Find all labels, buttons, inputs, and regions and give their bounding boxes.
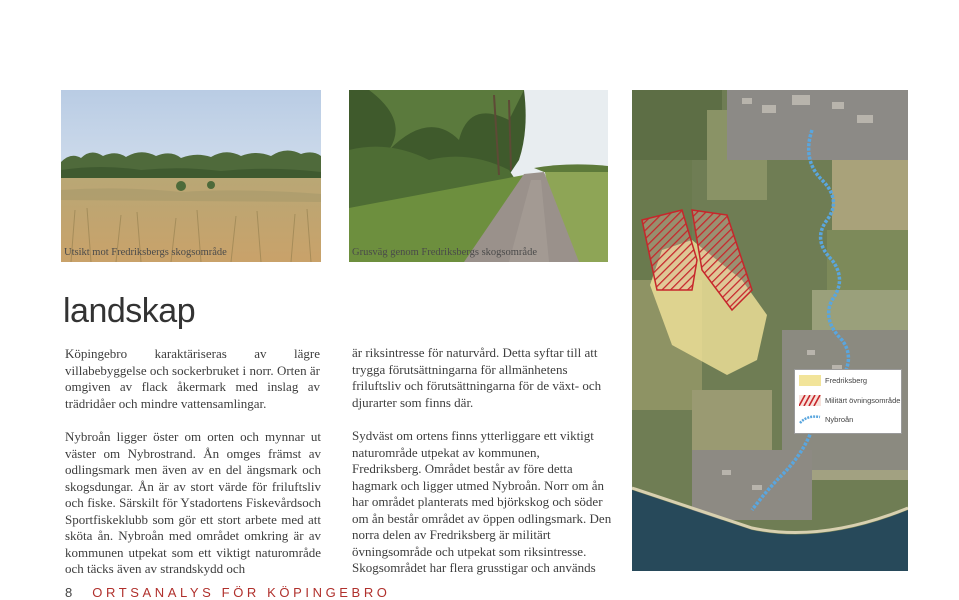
meadow-image <box>61 90 321 262</box>
photo-gravel-road <box>349 90 608 262</box>
paragraph-2: Nybroån ligger öster om orten och mynnar ut väster om Nybrostrand. Ån omges främst av odlingsmark men även av en del ängsmark och skogsdungar. Ån är av stort värde för friluftsliv och fiske. Särskilt för Ystadortens Fiskevårdsoch Sportfiskeklubb som gör ett stort arbete med att sköta ån. Nybroån med området omkring är av kommunen utpekat som ett viktigt naturområde och täcks även av strandskydd och <box>65 429 321 576</box>
military-hatch-swatch <box>799 395 821 406</box>
legend-item-military: Militärt övningsområde <box>799 394 899 408</box>
legend-item-nybroan: Nybroån <box>799 413 899 427</box>
section-heading: landskap <box>63 292 196 330</box>
page-number: 8 <box>65 585 73 600</box>
footer-title: ORTSANALYS FÖR KÖPINGEBRO <box>92 585 391 600</box>
map-legend <box>794 369 902 434</box>
photo-meadow <box>61 90 321 262</box>
aerial-map <box>632 90 908 571</box>
legend-item-fredriksberg: Fredriksberg <box>799 374 899 388</box>
fredriksberg-swatch <box>799 375 821 386</box>
river-swatch <box>799 414 821 425</box>
gravel-road-image <box>349 90 608 262</box>
photo-caption-middle: Grusväg genom Fredriksbergs skogsområde <box>352 247 537 258</box>
paragraph-4: Sydväst om ortens finns ytterliggare ett viktigt naturområde utpekat av kommunen, Fredriksberg. Området består av före detta hagmark och ligger utmed Nybroån. Norr om ån har området planterats med björkskog och söder om ån består området av öppen odlingsmark. Den norra delen av Fredriksberg är militärt övningsområde och utpekat som riksintresse. Skogsområdet har flera grusstigar och används <box>352 428 612 575</box>
photo-caption-left: Utsikt mot Fredriksbergs skogsområde <box>64 247 227 258</box>
page-footer <box>65 585 391 600</box>
paragraph-1: Köpingebro karaktäriseras av lägre villabebyggelse och sockerbruket i norr. Orten är omgiven av flack åkermark med inslag av trädridåer och mindre vattensamlingar. <box>65 346 320 411</box>
aerial-map-image <box>632 90 908 571</box>
paragraph-3: är riksintresse för naturvård. Detta syftar till att trygga förutsättningarna för allmänhetens friluftsliv och förutsättningarna för de växt- och djurarter som finns där. <box>352 345 602 410</box>
